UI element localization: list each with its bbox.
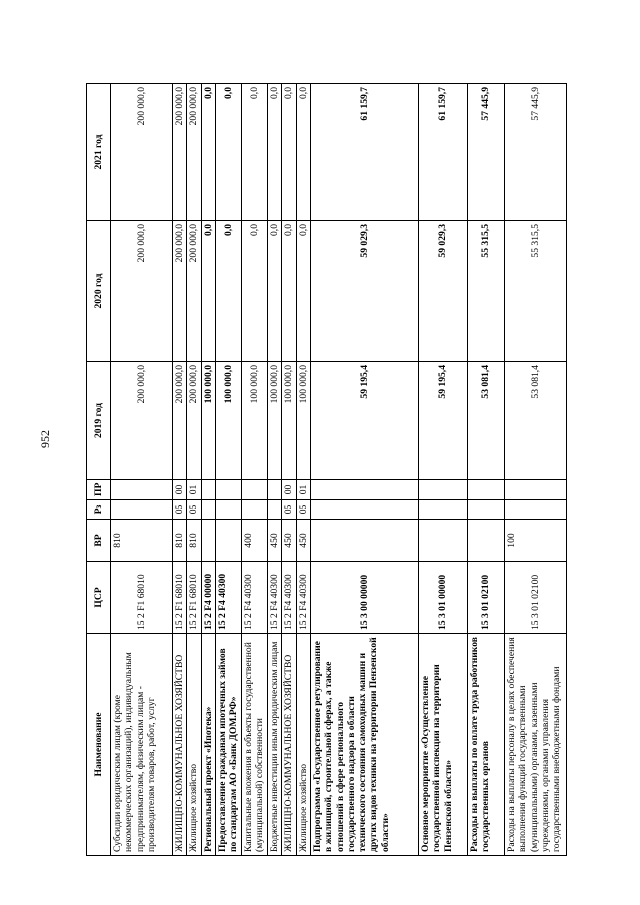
- table-row: [241, 84, 267, 856]
- cell-2020: 55 315,5: [504, 221, 566, 362]
- cell-csr: 15 3 01 02100: [467, 562, 504, 634]
- cell-rz: [111, 500, 173, 520]
- cell-rz: 05: [296, 500, 310, 520]
- cell-csr: 15 2 F4 00000: [201, 562, 215, 634]
- cell-rz: [467, 500, 504, 520]
- cell-vr: [201, 520, 215, 562]
- header-name: Наименование: [87, 634, 111, 856]
- cell-csr: 15 2 F4 40300: [296, 562, 310, 634]
- cell-2019: 100 000,0: [267, 362, 281, 480]
- cell-2020: 200 000,0: [111, 221, 173, 362]
- cell-rz: [267, 500, 281, 520]
- cell-2021: 57 445,9: [467, 84, 504, 221]
- header-2019: 2019 год: [87, 362, 111, 480]
- cell-name: Предоставление гражданам ипотечных займов по стандартам АО «Банк ДОМ.РФ»: [215, 634, 241, 856]
- cell-csr: 15 2 F4 40300: [282, 562, 296, 634]
- cell-pr: 01: [296, 480, 310, 500]
- cell-2020: 200 000,0: [173, 221, 187, 362]
- cell-2020: 0,0: [296, 221, 310, 362]
- cell-2021: 57 445,9: [504, 84, 566, 221]
- cell-pr: [215, 480, 241, 500]
- cell-csr: 15 3 00 00000: [310, 562, 418, 634]
- table-row: [504, 84, 566, 856]
- cell-rz: [310, 500, 418, 520]
- cell-vr: 810: [187, 520, 201, 562]
- cell-2020: 0,0: [215, 221, 241, 362]
- cell-2020: 0,0: [241, 221, 267, 362]
- cell-rz: 05: [173, 500, 187, 520]
- cell-pr: [111, 480, 173, 500]
- cell-pr: 00: [282, 480, 296, 500]
- header-rz: Рз: [87, 500, 111, 520]
- cell-2019: 100 000,0: [282, 362, 296, 480]
- cell-vr: [418, 520, 467, 562]
- cell-vr: [215, 520, 241, 562]
- budget-table: [86, 83, 567, 856]
- table-body: [111, 84, 567, 856]
- cell-2020: 59 029,3: [418, 221, 467, 362]
- cell-pr: [241, 480, 267, 500]
- cell-pr: [418, 480, 467, 500]
- cell-2021: 0,0: [201, 84, 215, 221]
- cell-2019: 100 000,0: [201, 362, 215, 480]
- cell-2019: 59 195,4: [418, 362, 467, 480]
- cell-rz: [241, 500, 267, 520]
- cell-2020: 55 315,5: [467, 221, 504, 362]
- cell-2019: 200 000,0: [187, 362, 201, 480]
- cell-2020: 0,0: [201, 221, 215, 362]
- cell-name: Региональный проект «Ипотека»: [201, 634, 215, 856]
- header-csr: ЦСР: [87, 562, 111, 634]
- cell-2021: 61 159,7: [418, 84, 467, 221]
- cell-2021: 0,0: [215, 84, 241, 221]
- header-vr: ВР: [87, 520, 111, 562]
- cell-name: Основное мероприятие «Осуществление государственной инспекции на территории Пензенской области»: [418, 634, 467, 856]
- cell-name: Подпрограмма «Государственное регулирование в жилищной, строительной сферах, а также отношений в сфере регионального государственного надзора в области технического состояния самоходных машин и других видов техники на территории Пензенской области»: [310, 634, 418, 856]
- cell-2019: 200 000,0: [173, 362, 187, 480]
- cell-name: Расходы на выплаты персоналу в целях обеспечения выполнения функций государственными (муниципальными) органами, казенными учреждениями, органами управления государственными внебюджетными фондами: [504, 634, 566, 856]
- cell-csr: 15 2 F4 40300: [241, 562, 267, 634]
- table-row: [310, 84, 418, 856]
- cell-2021: 200 000,0: [173, 84, 187, 221]
- header-2020: 2020 год: [87, 221, 111, 362]
- cell-2020: 0,0: [267, 221, 281, 362]
- cell-2021: 0,0: [267, 84, 281, 221]
- cell-2019: 100 000,0: [296, 362, 310, 480]
- cell-2019: 200 000,0: [111, 362, 173, 480]
- cell-rz: [504, 500, 566, 520]
- cell-2021: 0,0: [296, 84, 310, 221]
- cell-vr: 450: [296, 520, 310, 562]
- cell-2019: 100 000,0: [241, 362, 267, 480]
- cell-vr: 400: [241, 520, 267, 562]
- cell-pr: [504, 480, 566, 500]
- cell-csr: 15 2 F1 68010: [111, 562, 173, 634]
- header-2021: 2021 год: [87, 84, 111, 221]
- cell-name: Капитальные вложения в объекты государственной (муниципальной) собственности: [241, 634, 267, 856]
- table-row: [282, 84, 296, 856]
- cell-name: ЖИЛИЩНО-КОММУНАЛЬНОЕ ХОЗЯЙСТВО: [173, 634, 187, 856]
- cell-name: Субсидии юридическим лицам (кроме некоммерческих организаций), индивидуальным предпринимателям, физическим лицам - производителям товаров, работ, услуг: [111, 634, 173, 856]
- table-header-row: [87, 84, 111, 856]
- cell-vr: [310, 520, 418, 562]
- cell-2020: 200 000,0: [187, 221, 201, 362]
- cell-pr: 01: [187, 480, 201, 500]
- cell-name: Бюджетные инвестиции иным юридическим лицам: [267, 634, 281, 856]
- table-row: [215, 84, 241, 856]
- cell-rz: [418, 500, 467, 520]
- cell-2021: 200 000,0: [187, 84, 201, 221]
- cell-pr: [267, 480, 281, 500]
- page-number: 952: [38, 430, 52, 448]
- cell-2020: 0,0: [282, 221, 296, 362]
- cell-2019: 59 195,4: [310, 362, 418, 480]
- cell-2021: 0,0: [241, 84, 267, 221]
- table-row: [187, 84, 201, 856]
- table-row: [173, 84, 187, 856]
- cell-vr: 450: [267, 520, 281, 562]
- cell-vr: 810: [111, 520, 173, 562]
- cell-pr: [467, 480, 504, 500]
- cell-2021: 0,0: [282, 84, 296, 221]
- cell-name: ЖИЛИЩНО-КОММУНАЛЬНОЕ ХОЗЯЙСТВО: [282, 634, 296, 856]
- table-row: [111, 84, 173, 856]
- table-row: [267, 84, 281, 856]
- cell-rz: 05: [187, 500, 201, 520]
- budget-table-sheet: [86, 84, 561, 856]
- cell-csr: 15 2 F4 40300: [267, 562, 281, 634]
- cell-csr: 15 3 01 02100: [504, 562, 566, 634]
- header-pr: ПР: [87, 480, 111, 500]
- cell-2021: 61 159,7: [310, 84, 418, 221]
- cell-rz: [201, 500, 215, 520]
- cell-name: Расходы на выплаты по оплате труда работников государственных органов: [467, 634, 504, 856]
- cell-name: Жилищное хозяйство: [296, 634, 310, 856]
- cell-vr: 810: [173, 520, 187, 562]
- cell-2019: 53 081,4: [467, 362, 504, 480]
- cell-pr: [310, 480, 418, 500]
- table-row: [201, 84, 215, 856]
- table-row: [467, 84, 504, 856]
- cell-rz: [215, 500, 241, 520]
- cell-2021: 200 000,0: [111, 84, 173, 221]
- table-row: [296, 84, 310, 856]
- cell-pr: [201, 480, 215, 500]
- table-row: [418, 84, 467, 856]
- cell-name: Жилищное хозяйство: [187, 634, 201, 856]
- cell-2019: 53 081,4: [504, 362, 566, 480]
- cell-2020: 59 029,3: [310, 221, 418, 362]
- cell-rz: 05: [282, 500, 296, 520]
- cell-pr: 00: [173, 480, 187, 500]
- cell-csr: 15 2 F1 68010: [187, 562, 201, 634]
- cell-vr: [467, 520, 504, 562]
- cell-csr: 15 2 F1 68010: [173, 562, 187, 634]
- cell-2019: 100 000,0: [215, 362, 241, 480]
- cell-vr: 100: [504, 520, 566, 562]
- cell-csr: 15 2 F4 40300: [215, 562, 241, 634]
- cell-csr: 15 3 01 00000: [418, 562, 467, 634]
- cell-vr: 450: [282, 520, 296, 562]
